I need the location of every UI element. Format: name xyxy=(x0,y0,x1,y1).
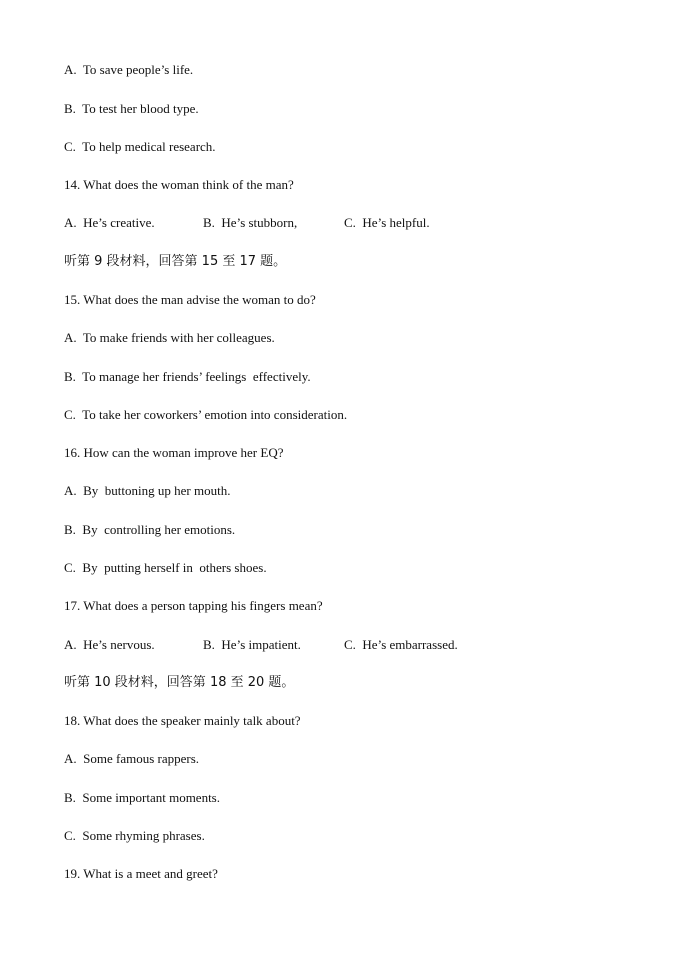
q13-option-b: B. To test her blood type. xyxy=(64,101,199,116)
q13-option-c: C. To help medical research. xyxy=(64,139,216,154)
section-9-instruction: 听第 9 段材料，回答第 15 至 17 题。 xyxy=(64,254,287,269)
q14-option-c: C. He’s helpful. xyxy=(344,215,430,230)
q15-option-c: C. To take her coworkers’ emotion into consideration. xyxy=(64,407,348,422)
q17-question: 17. What does a person tapping his fingers mean? xyxy=(64,598,323,613)
q17-option-c: C. He’s embarrassed. xyxy=(344,637,458,652)
q16-question: 16. How can the woman improve her EQ? xyxy=(64,445,284,460)
q18-question: 18. What does the speaker mainly talk about? xyxy=(64,713,301,728)
q13-option-a: A. To save people’s life. xyxy=(64,62,194,77)
q18-option-b: B. Some important moments. xyxy=(64,790,220,805)
q18-option-a: A. Some famous rappers. xyxy=(64,751,200,766)
q16-option-a: A. By buttoning up her mouth. xyxy=(64,483,231,498)
q18-option-c: C. Some rhyming phrases. xyxy=(64,828,205,843)
section-10-instruction: 听第 10 段材料，回答第 18 至 20 题。 xyxy=(64,675,295,690)
q15-question: 15. What does the man advise the woman to do? xyxy=(64,292,316,307)
q15-option-a: A. To make friends with her colleagues. xyxy=(64,330,275,345)
q16-option-c: C. By putting herself in others shoes. xyxy=(64,560,267,575)
q14-question: 14. What does the woman think of the man? xyxy=(64,177,294,192)
q19-question: 19. What is a meet and greet? xyxy=(64,866,218,881)
q14-option-b: B. He’s stubborn, xyxy=(203,215,298,230)
q17-option-b: B. He’s impatient. xyxy=(203,637,301,652)
q17-option-a: A. He’s nervous. xyxy=(64,637,155,652)
q15-option-b: B. To manage her friends’ feelings effectively. xyxy=(64,369,311,384)
q14-option-a: A. He’s creative. xyxy=(64,215,155,230)
q16-option-b: B. By controlling her emotions. xyxy=(64,522,236,537)
